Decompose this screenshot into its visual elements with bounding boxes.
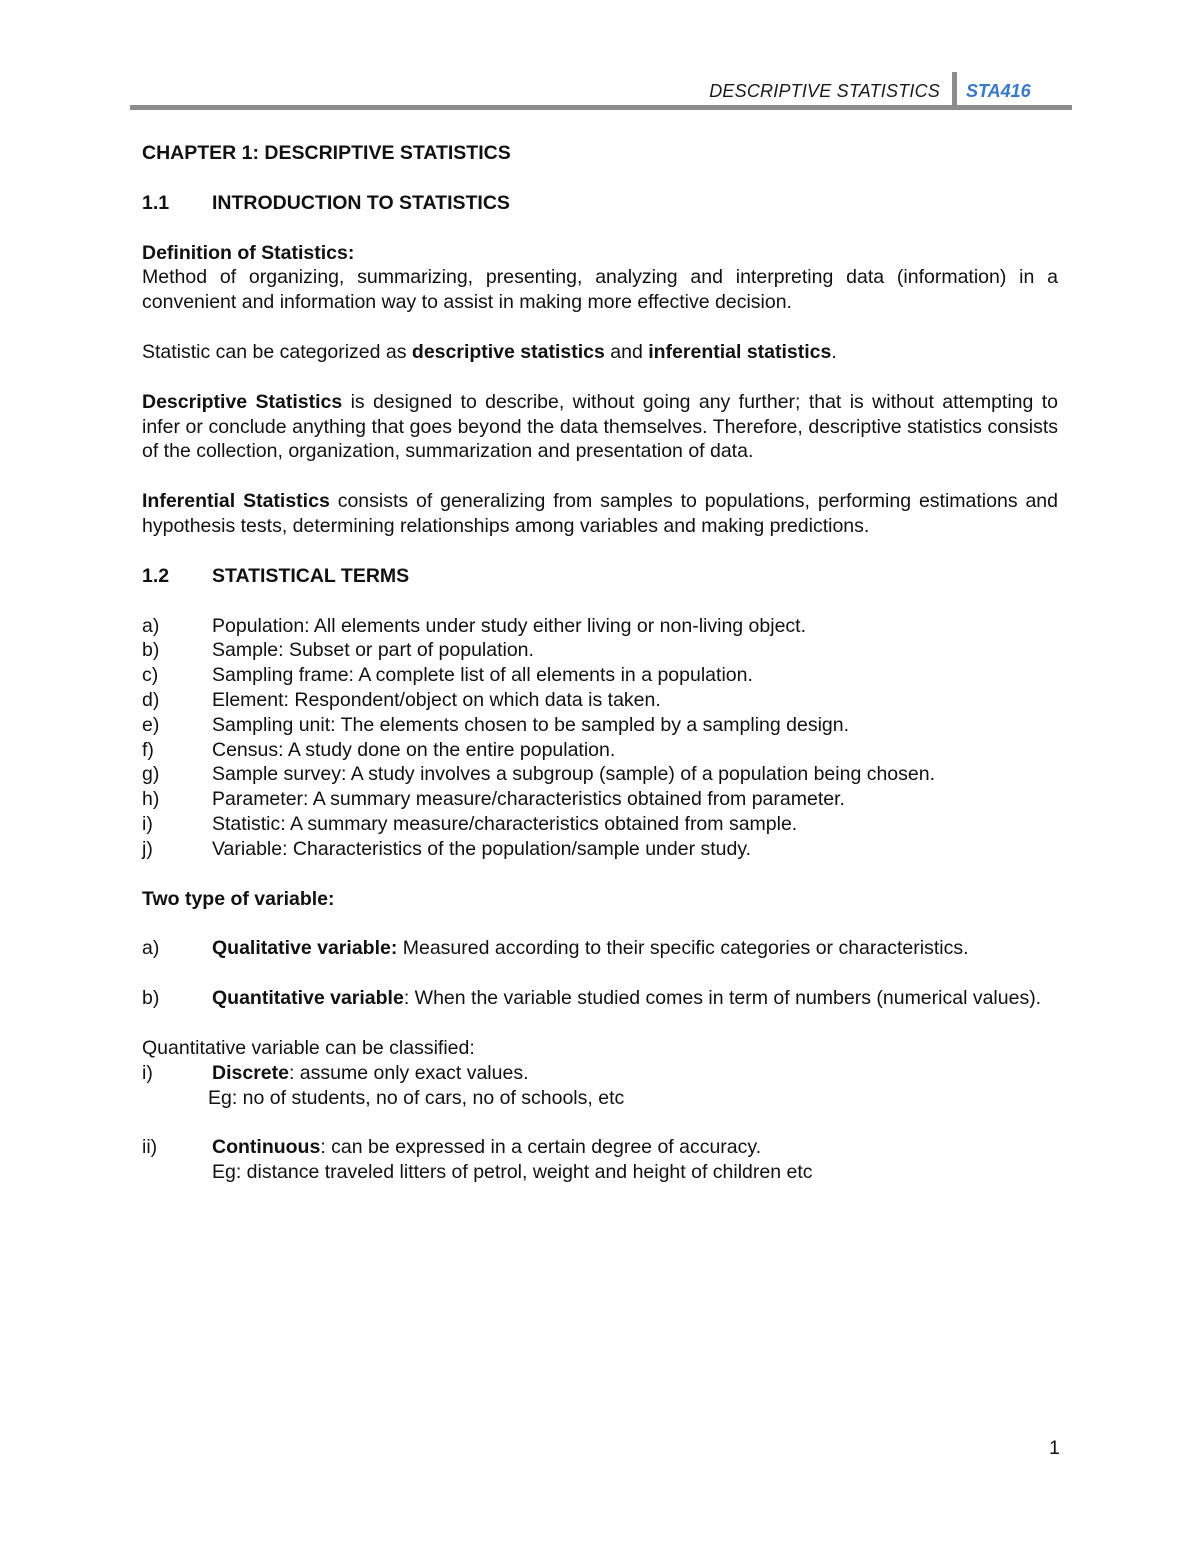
- section-number: 1.2: [142, 564, 170, 587]
- continuous-text: [212, 1135, 761, 1160]
- definition-text: Method of organizing, summarizing, presenting, analyzing and interpreting data (information) in a convenient and information way to assist in making more effective decision.: [142, 266, 1058, 314]
- qualitative-term: Qualitative variable:: [212, 937, 398, 960]
- qualitative-desc: Measured according to their specific categories or characteristics.: [397, 937, 969, 960]
- list-item: [142, 738, 1058, 763]
- categorized-after: .: [831, 340, 837, 363]
- continuous-desc: : can be expressed in a certain degree of accuracy.: [320, 1136, 762, 1159]
- discrete-text: [212, 1061, 529, 1086]
- variable-types-heading: Two type of variable:: [142, 887, 335, 910]
- categorized-term-descriptive: descriptive statistics: [411, 340, 605, 363]
- discrete-desc: : assume only exact values.: [288, 1061, 529, 1084]
- list-item: [142, 614, 1058, 639]
- continuous-item: [142, 1135, 1058, 1160]
- list-text: Census: A study done on the entire population.: [212, 738, 616, 761]
- list-item: [142, 713, 1058, 738]
- categorized-before: Statistic can be categorized as: [142, 340, 412, 363]
- inferential-text: consists of generalizing from samples to populations, performing estimations and hypothesis tests, determining relationships among variables and making predictions.: [142, 490, 1058, 537]
- continuous-term: Continuous: [212, 1136, 321, 1159]
- list-text: Variable: Characteristics of the population/sample under study.: [212, 837, 752, 860]
- list-text: Sampling frame: A complete list of all elements in a population.: [212, 664, 753, 687]
- list-marker: b): [142, 987, 160, 1010]
- header-rule: [130, 105, 1072, 110]
- list-item: [142, 762, 1058, 787]
- classification-intro: Quantitative variable can be classified:: [142, 1036, 475, 1059]
- categorized-paragraph: [142, 340, 1058, 365]
- chapter-title: CHAPTER 1: DESCRIPTIVE STATISTICS: [142, 142, 511, 164]
- list-item: [142, 663, 1058, 688]
- classification-block: [142, 1036, 1058, 1185]
- list-marker: b): [142, 639, 160, 662]
- discrete-term: Discrete: [212, 1061, 289, 1084]
- descriptive-text: is designed to describe, without going any further; that is without attempting to infer or conclude anything that goes beyond the data themselves. Therefore, descriptive statistics consists of the collection, organization, summarization and presentation of data.: [142, 390, 1058, 463]
- discrete-example: Eg: no of students, no of cars, no of schools, etc: [208, 1086, 625, 1109]
- statistical-terms-list: [142, 614, 1058, 862]
- list-marker: d): [142, 688, 160, 711]
- quantitative-variable-item: [142, 986, 1058, 1011]
- list-text: Sampling unit: The elements chosen to be sampled by a sampling design.: [212, 713, 850, 736]
- list-marker: ii): [142, 1136, 158, 1159]
- qualitative-variable-item: [142, 936, 1058, 961]
- inferential-paragraph: [142, 489, 1058, 539]
- list-marker: a): [142, 614, 160, 637]
- list-marker: c): [142, 664, 159, 687]
- definition-block: [142, 241, 1058, 315]
- list-item: [142, 787, 1058, 812]
- page-number: 1: [1049, 1437, 1060, 1459]
- definition-term: Definition of Statistics:: [142, 241, 355, 264]
- header-title: DESCRIPTIVE STATISTICS: [709, 81, 940, 101]
- list-text: Sample: Subset or part of population.: [212, 639, 534, 662]
- list-marker: i): [142, 812, 153, 835]
- list-text: Population: All elements under study either living or non-living object.: [212, 614, 807, 637]
- quantitative-term: Quantitative variable: [212, 987, 404, 1010]
- page-header: [130, 72, 1072, 112]
- list-text: Parameter: A summary measure/characteristics obtained from parameter.: [212, 788, 845, 811]
- descriptive-term: Descriptive Statistics: [142, 390, 343, 413]
- list-marker: f): [142, 738, 154, 761]
- list-text: Sample survey: A study involves a subgroup (sample) of a population being chosen.: [212, 763, 936, 786]
- categorized-middle: and: [604, 340, 649, 363]
- list-item: [142, 812, 1058, 837]
- document-body: [142, 141, 1058, 1185]
- quantitative-desc: : When the variable studied comes in term of numbers (numerical values).: [403, 987, 1042, 1010]
- section-heading-terms: [142, 564, 1058, 589]
- list-marker: i): [142, 1061, 153, 1084]
- descriptive-paragraph: [142, 390, 1058, 464]
- list-marker: h): [142, 788, 160, 811]
- continuous-example: Eg: distance traveled litters of petrol, weight and height of children etc: [212, 1161, 813, 1184]
- list-marker: j): [142, 837, 153, 860]
- list-marker: e): [142, 713, 160, 736]
- list-item: [142, 638, 1058, 663]
- quantitative-text: [212, 986, 1058, 1011]
- list-item: [142, 688, 1058, 713]
- qualitative-text: [212, 936, 1058, 961]
- list-marker: g): [142, 763, 160, 786]
- section-title: STATISTICAL TERMS: [212, 564, 410, 587]
- section-title: INTRODUCTION TO STATISTICS: [212, 191, 510, 214]
- inferential-term: Inferential Statistics: [142, 490, 330, 513]
- discrete-item: [142, 1061, 1058, 1086]
- list-marker: a): [142, 937, 160, 960]
- section-number: 1.1: [142, 191, 170, 214]
- section-heading-intro: [142, 191, 1058, 216]
- list-item: [142, 837, 1058, 862]
- list-text: Element: Respondent/object on which data is taken.: [212, 688, 661, 711]
- list-text: Statistic: A summary measure/characteristics obtained from sample.: [212, 812, 798, 835]
- categorized-term-inferential: inferential statistics: [648, 340, 832, 363]
- course-code: STA416: [966, 81, 1031, 101]
